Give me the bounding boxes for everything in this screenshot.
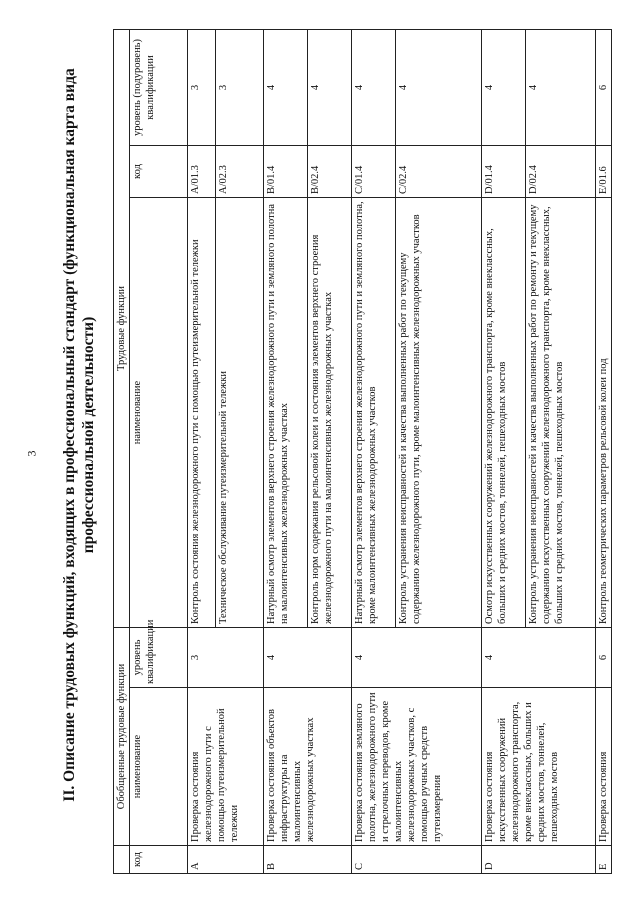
group-name-a: Проверка состояния железнодорожного пути с помощью путеизмерительной тележки	[188, 688, 264, 846]
table-row	[352, 29, 396, 873]
function-name: Натурный осмотр элементов верхнего строения железнодорожного пути и земляного полотна на малоинтенсивных железнодорожных участках	[264, 198, 308, 628]
function-name: Техническое обслуживание путеизмерительной тележки	[216, 198, 264, 628]
function-name: Натурный осмотр элементов верхнего строения железнодорожного пути и земляного полотна, кроме малоинтенсивных железнодорожных участков	[352, 198, 396, 628]
level-column-header: уровень квалификации	[130, 628, 188, 688]
table-row	[188, 29, 216, 873]
table-row	[264, 29, 308, 873]
group-code-d: D	[482, 846, 596, 874]
function-name: Контроль норм содержания рельсовой колеи и состояния элементов верхнего строения железнодорожного пути на малоинтенсивных железнодорожных участках	[308, 198, 352, 628]
function-level: 3	[188, 29, 216, 145]
function-name: Контроль устранения неисправностей и качества выполненных работ по ремонту и текущему содержанию искусственных сооружений железнодорожного транспорта, кроме внеклассных, больших и средних мостов, тоннелей, пешеходных мостов	[526, 198, 596, 628]
group-code-e: E	[596, 846, 612, 874]
function-level: 4	[526, 29, 596, 145]
function-code: A/02.3	[216, 146, 264, 198]
group-name-c: Проверка состояния земляного полотна, железнодорожного пути и стрелочных переводов, кроме малоинтенсивных железнодорожных участков, с помощью ручных средств путеизмерения	[352, 688, 482, 846]
function-code: C/02.4	[396, 146, 482, 198]
table-top-row	[114, 29, 130, 873]
function-code: D/02.4	[526, 146, 596, 198]
group-name-e: Проверка состояния	[596, 688, 612, 846]
page-number: 3	[24, 450, 39, 457]
table-row	[596, 29, 612, 873]
group-code-a: A	[188, 846, 264, 874]
sublevel-column-header: уровень (подуровень) квалификации	[130, 29, 188, 145]
function-name: Контроль состояния железнодорожного пути с помощью путеизмерительной тележки	[188, 198, 216, 628]
function-level: 6	[596, 29, 612, 145]
group-level-c: 4	[352, 628, 482, 688]
function-code: E/01.6	[596, 146, 612, 198]
code-column-header: код	[130, 846, 188, 874]
function-code: C/01.4	[352, 146, 396, 198]
generalized-functions-header: Обобщенные трудовые функции	[114, 628, 130, 846]
labor-functions-header: Трудовые функции	[114, 29, 130, 627]
group-level-e: 6	[596, 628, 612, 688]
column-header-row	[130, 29, 188, 873]
function-level: 4	[264, 29, 308, 145]
section-title: II. Описание трудовых функций, входящих в профессиональный стандарт (функциональная карта вида профессиональной деятельности)	[61, 68, 97, 802]
function-code: A/01.3	[188, 146, 216, 198]
name-column-header: наименование	[130, 688, 188, 846]
group-name-b: Проверка состояния объектов инфраструктуры на малоинтенсивных железнодорожных участках	[264, 688, 352, 846]
functional-map-table	[113, 29, 612, 874]
function-code: D/01.4	[482, 146, 526, 198]
function-level: 4	[482, 29, 526, 145]
group-level-d: 4	[482, 628, 596, 688]
function-name-column-header: наименование	[130, 198, 188, 628]
group-level-a: 3	[188, 628, 264, 688]
function-name: Контроль геометрических параметров рельсовой колеи под	[596, 198, 612, 628]
function-name: Осмотр искусственных сооружений железнодорожного транспорта, кроме внеклассных, больших и средних мостов, тоннелей, пешеходных мостов	[482, 198, 526, 628]
function-code-column-header: код	[130, 146, 188, 198]
function-level: 4	[396, 29, 482, 145]
function-level: 3	[216, 29, 264, 145]
function-code: B/02.4	[308, 146, 352, 198]
empty-corner-cell	[114, 846, 130, 874]
table-row	[482, 29, 526, 873]
function-name: Контроль устранения неисправностей и качества выполненных работ по текущему содержанию железнодорожного пути, кроме малоинтенсивных железнодорожных участков	[396, 198, 482, 628]
group-code-c: C	[352, 846, 482, 874]
function-code: B/01.4	[264, 146, 308, 198]
group-code-b: B	[264, 846, 352, 874]
function-level: 4	[352, 29, 396, 145]
group-name-d: Проверка состояния искусственных сооружений железнодорожного транспорта, кроме внеклассных, больших и средних мостов, тоннелей, пешеходных мостов	[482, 688, 596, 846]
function-level: 4	[308, 29, 352, 145]
group-level-b: 4	[264, 628, 352, 688]
